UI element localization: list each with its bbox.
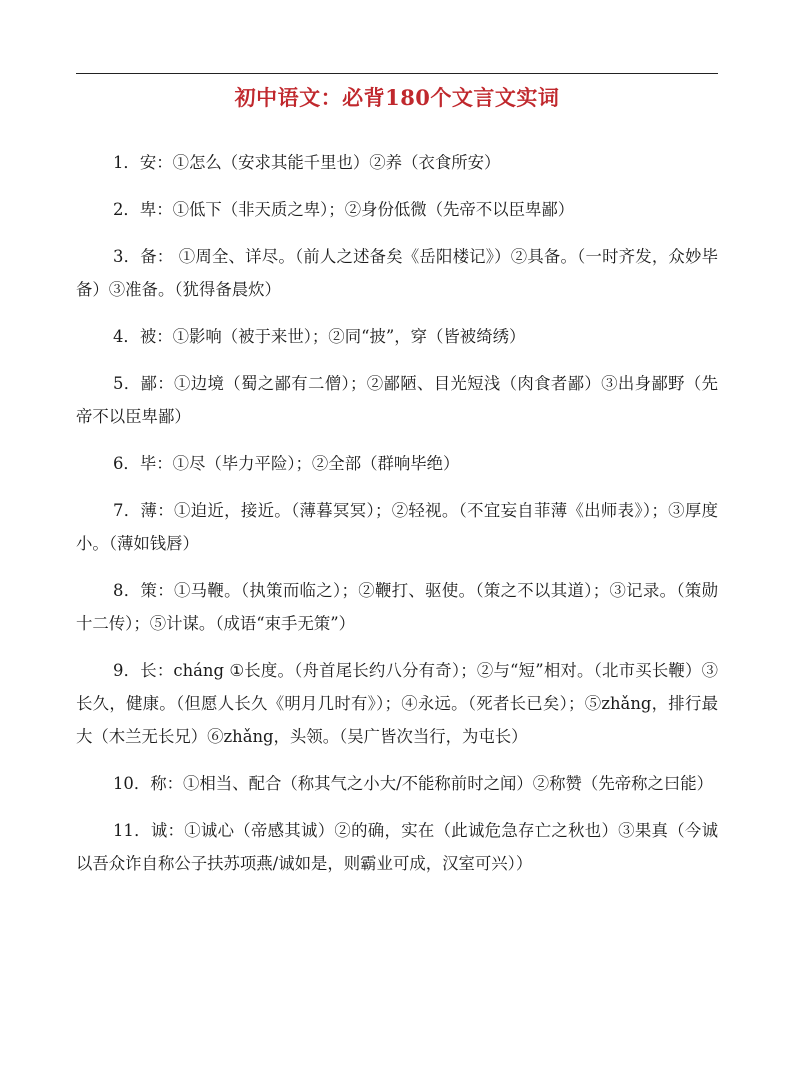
- entry-3: 3．备： ①周全、详尽。（前人之述备矣《岳阳楼记》）②具备。（一时齐发，众妙毕备）③准备。（犹得备晨炊）: [76, 247, 718, 299]
- entry-5: 5．鄙：①边境（蜀之鄙有二僧）；②鄙陋、目光短浅（肉食者鄙）③出身鄙野（先帝不以臣卑鄙）: [76, 374, 718, 426]
- entry-1: 1．安：①怎么（安求其能千里也）②养（衣食所安）: [113, 153, 501, 172]
- entry-7: 7．薄：①迫近，接近。（薄暮冥冥）；②轻视。（不宜妄自菲薄《出师表》）；③厚度小。（薄如钱唇）: [76, 501, 718, 553]
- entry-list: [76, 146, 718, 894]
- entry-11: 11．诚：①诚心（帝感其诚）②的确，实在（此诚危急存亡之秋也）③果真（今诚以吾众诈自称公子扶苏项燕/诚如是，则霸业可成，汉室可兴））: [76, 821, 718, 873]
- entry-8: 8．策：①马鞭。（执策而临之）；②鞭打、驱使。（策之不以其道）；③记录。（策勋十二传）；⑤计谋。（成语“束手无策”）: [76, 581, 718, 633]
- entry-4: 4．被：①影响（被于来世）；②同“披”，穿（皆被绮绣）: [113, 327, 526, 346]
- header-rule: [76, 73, 718, 74]
- document-title: 初中语文：必背180个文言文实词: [234, 85, 560, 110]
- entry-6: 6．毕：①尽（毕力平险）；②全部（群响毕绝）: [113, 454, 460, 473]
- entry-2: 2．卑：①低下（非天质之卑）；②身份低微（先帝不以臣卑鄙）: [113, 200, 575, 219]
- entry-10: 10．称：①相当、配合（称其气之小大/不能称前时之闻）②称赞（先帝称之曰能）: [113, 774, 714, 793]
- entry-9: 9．长：cháng ①长度。（舟首尾长约八分有奇）；②与“短”相对。（北市买长鞭）③长久，健康。（但愿人长久《明月几时有》）；④永远。（死者长已矣）；⑤zhǎng，排行最大（木兰无长兄）⑥zhǎng，头领。（吴广皆次当行，为屯长）: [76, 661, 718, 746]
